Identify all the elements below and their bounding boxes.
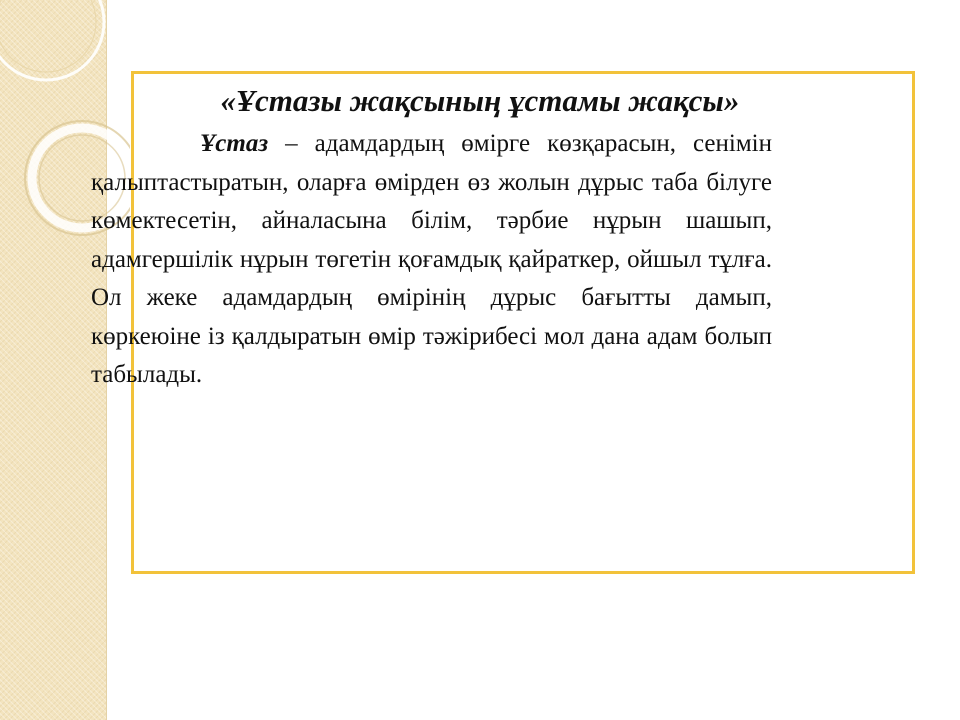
term-highlight: Ұстаз: [200, 130, 269, 157]
deco-circle-large-inner: [0, 0, 96, 72]
term-definition: – адамдардың өмірге көзқарасын, сенімін қалыптастыратын, оларға өмірден өз жолын дұрыс таба білуге көмектесетін, айналасына білім, тәрбие нұрын шашып, адамгершілік нұрын төгетін қоғамдық қайраткер, ойшыл тұлға. Ол жеке адамдардың өмірінің дұрыс бағытты дамып, көркеюіне із қалдыратын өмір тәжірибесі мол дана адам болып табылады.: [91, 130, 772, 388]
body-paragraph: [91, 125, 772, 395]
deco-circle-large: [0, 0, 104, 80]
slide-title: «Ұстазы жақсының ұстамы жақсы»: [220, 83, 740, 118]
